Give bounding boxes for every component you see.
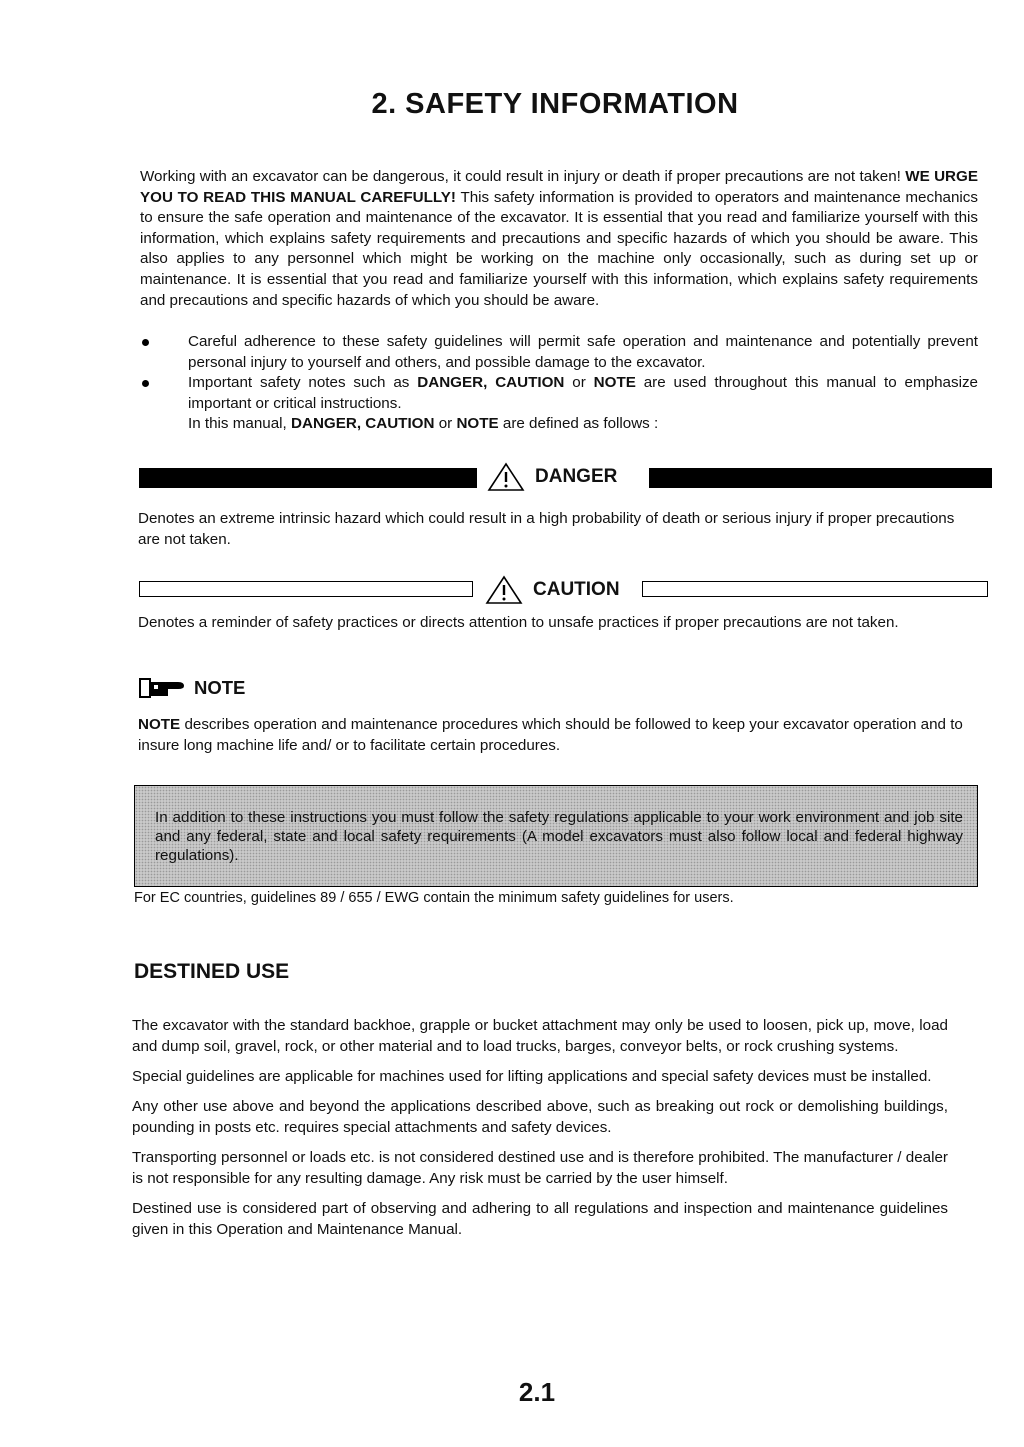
note-description (138, 714, 980, 756)
bullet-list (140, 332, 978, 435)
destined-use-paragraph: Special guidelines are applicable for machines used for lifting applications and special safety devices must be installed. (132, 1068, 932, 1085)
caution-bar-left (139, 581, 473, 597)
warning-triangle-icon (487, 462, 525, 492)
danger-bar-left (139, 468, 477, 488)
destined-use-paragraph: The excavator with the standard backhoe, grapple or bucket attachment may only be used to loosen, pick up, move, load and dump soil, gravel, rock, or other material and to load trucks, barges, conveyor belts, or rock crushing systems. (132, 1017, 948, 1055)
ec-guidelines-text: For EC countries, guidelines 89 / 655 / EWG contain the minimum safety guidelines for users. (134, 890, 734, 906)
regulations-text: In addition to these instructions you must follow the safety regulations applicable to your work environment and job site and any federal, state and local safety requirements (A model excavators must also follow local and federal highway regulations). (155, 809, 963, 864)
page-title: 2. SAFETY INFORMATION (371, 88, 739, 120)
defined-note: NOTE (456, 415, 499, 433)
destined-use-heading: DESTINED USE (134, 960, 290, 983)
danger-signal-line (139, 462, 992, 490)
defined-line (140, 414, 978, 435)
destined-use-paragraph: Destined use is considered part of observing and adhering to all regulations and inspection and maintenance guidelines given in this Operation and Maintenance Manual. (132, 1200, 948, 1238)
caution-label: CAUTION (533, 579, 620, 600)
caution-signal-line (139, 575, 992, 603)
defined-terms: DANGER, CAUTION (291, 415, 435, 433)
defined-text: In this manual, (188, 415, 287, 433)
note-desc-text: describes operation and maintenance procedures which should be followed to keep your excavator operation and to insure long machine life and/ or to facilitate certain procedures. (138, 716, 963, 754)
pointing-hand-icon (138, 676, 188, 700)
bullet-text: are used throughout this manual to emphasize important or critical instructions. (188, 374, 978, 412)
page-number: 2.1 (518, 1377, 556, 1407)
danger-heading (487, 462, 617, 492)
term-danger: DANGER, (417, 374, 488, 392)
danger-label: DANGER (535, 466, 618, 487)
term-caution: CAUTION (495, 374, 565, 392)
bullet-text: or (572, 374, 586, 392)
bullet-icon (142, 339, 149, 346)
defined-text: are defined as follows : (502, 415, 659, 433)
danger-bar-right (649, 468, 992, 488)
note-heading (138, 676, 245, 700)
note-label: NOTE (194, 677, 246, 698)
caution-description: Denotes a reminder of safety practices or directs attention to unsafe practices if proper precautions are not taken. (138, 614, 899, 631)
defined-text: or (438, 415, 453, 433)
urge-text: WE URGE YOU TO READ THIS MANUAL CAREFULLY! (140, 168, 978, 206)
bullet-text: Important safety notes such as (188, 374, 410, 392)
destined-use-paragraph: Any other use above and beyond the applications described above, such as breaking out rock or demolishing buildings, pounding in posts etc. requires special attachments and safety devices. (132, 1098, 948, 1136)
note-lead: NOTE (138, 716, 181, 733)
regulations-box (134, 785, 978, 887)
caution-bar-right (642, 581, 988, 597)
warning-triangle-icon (485, 575, 523, 605)
intro-text-1: Working with an excavator can be dangerous, it could result in injury or death if proper precautions are not taken! (140, 168, 901, 185)
bullet-text: Careful adherence to these safety guidelines will permit safe operation and maintenance and potentially prevent personal injury to yourself and others, and possible damage to the excavator. (188, 333, 978, 371)
list-item (140, 373, 978, 414)
destined-use-body (132, 1015, 948, 1249)
list-item (140, 332, 978, 373)
danger-description: Denotes an extreme intrinsic hazard which could result in a high probability of death or serious injury if proper precautions are not taken. (138, 510, 955, 548)
intro-paragraph (140, 167, 978, 311)
destined-use-paragraph: Transporting personnel or loads etc. is not considered destined use and is therefore prohibited. The manufacturer / dealer is not responsible for any resulting damage. Any risk must be carried by the user himself. (132, 1149, 948, 1187)
bullet-icon (142, 380, 149, 387)
intro-text-2: This safety information is provided to operators and maintenance mechanics to ensure the safe operation and maintenance of the excavator. It is essential that you read and familiarize yourself with this information, which explains safety requirements and precautions and specific hazards of which you should be aware. This also applies to any personnel which might be working on the machine only occasionally, such as during set up or maintenance. It is essential that you read and familiarize yourself with this information, which explains safety requirements and precautions and specific hazards of which you should be aware. (140, 188, 978, 309)
term-note: NOTE (593, 374, 636, 392)
caution-heading (485, 575, 620, 605)
